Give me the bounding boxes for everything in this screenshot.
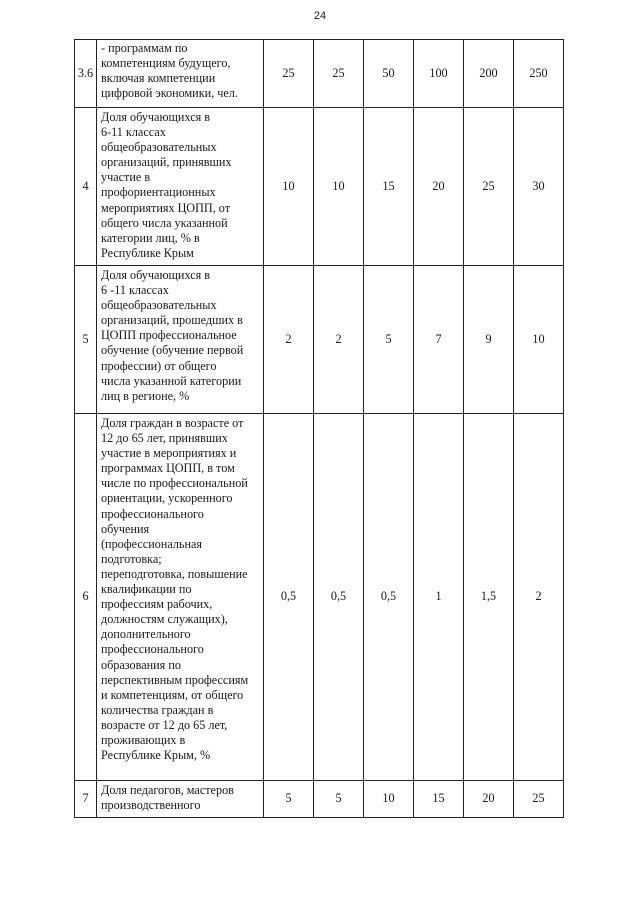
value-cell: 20 xyxy=(414,108,464,266)
row-number: 7 xyxy=(75,781,97,818)
value-cell: 50 xyxy=(364,40,414,108)
indicators-table xyxy=(74,39,564,818)
value-cell: 1,5 xyxy=(464,414,514,781)
table-row xyxy=(75,414,564,781)
value-cell: 25 xyxy=(264,40,314,108)
value-cell: 25 xyxy=(514,781,564,818)
value-cell: 0,5 xyxy=(314,414,364,781)
row-number: 6 xyxy=(75,414,97,781)
value-cell: 200 xyxy=(464,40,514,108)
table-row xyxy=(75,781,564,818)
value-cell: 2 xyxy=(264,266,314,414)
table-row xyxy=(75,108,564,266)
value-cell: 15 xyxy=(364,108,414,266)
value-cell: 10 xyxy=(364,781,414,818)
table-row xyxy=(75,266,564,414)
value-cell: 20 xyxy=(464,781,514,818)
table-row xyxy=(75,40,564,108)
value-cell: 30 xyxy=(514,108,564,266)
value-cell: 9 xyxy=(464,266,514,414)
value-cell: 5 xyxy=(264,781,314,818)
value-cell: 25 xyxy=(464,108,514,266)
page-number: 24 xyxy=(313,10,327,22)
value-cell: 5 xyxy=(314,781,364,818)
indicator-description: Доля педагогов, мастеров производственного xyxy=(97,781,264,818)
value-cell: 100 xyxy=(414,40,464,108)
indicator-description: Доля обучающихся в 6-11 классах общеобразовательных организаций, принявших участие в профориентационных мероприятиях ЦОПП, от общего числа указанной категории лиц, % в Республике Крым xyxy=(97,108,264,266)
value-cell: 10 xyxy=(314,108,364,266)
value-cell: 10 xyxy=(264,108,314,266)
value-cell: 7 xyxy=(414,266,464,414)
value-cell: 250 xyxy=(514,40,564,108)
indicator-description: Доля граждан в возрасте от 12 до 65 лет, принявших участие в мероприятиях и программах ЦОПП, в том числе по профессиональной ориентации, ускоренного профессионального обучения (профессиональная подготовка; переподготовка, повышение квалификации по профессиям рабочих, должностям служащих), дополнительного профессионального образования по перспективным профессиям и компетенциям, от общего количества граждан в возрасте от 12 до 65 лет, проживающих в Республике Крым, % xyxy=(97,414,264,781)
value-cell: 2 xyxy=(514,414,564,781)
indicator-description: - программам по компетенциям будущего, включая компетенции цифровой экономики, чел. xyxy=(97,40,264,108)
value-cell: 5 xyxy=(364,266,414,414)
value-cell: 1 xyxy=(414,414,464,781)
value-cell: 15 xyxy=(414,781,464,818)
indicator-description: Доля обучающихся в 6 -11 классах общеобразовательных организаций, прошедших в ЦОПП профессиональное обучение (обучение первой профессии) от общего числа указанной категории лиц в регионе, % xyxy=(97,266,264,414)
row-number: 3.6 xyxy=(75,40,97,108)
value-cell: 10 xyxy=(514,266,564,414)
row-number: 5 xyxy=(75,266,97,414)
value-cell: 0,5 xyxy=(264,414,314,781)
value-cell: 25 xyxy=(314,40,364,108)
value-cell: 0,5 xyxy=(364,414,414,781)
value-cell: 2 xyxy=(314,266,364,414)
row-number: 4 xyxy=(75,108,97,266)
